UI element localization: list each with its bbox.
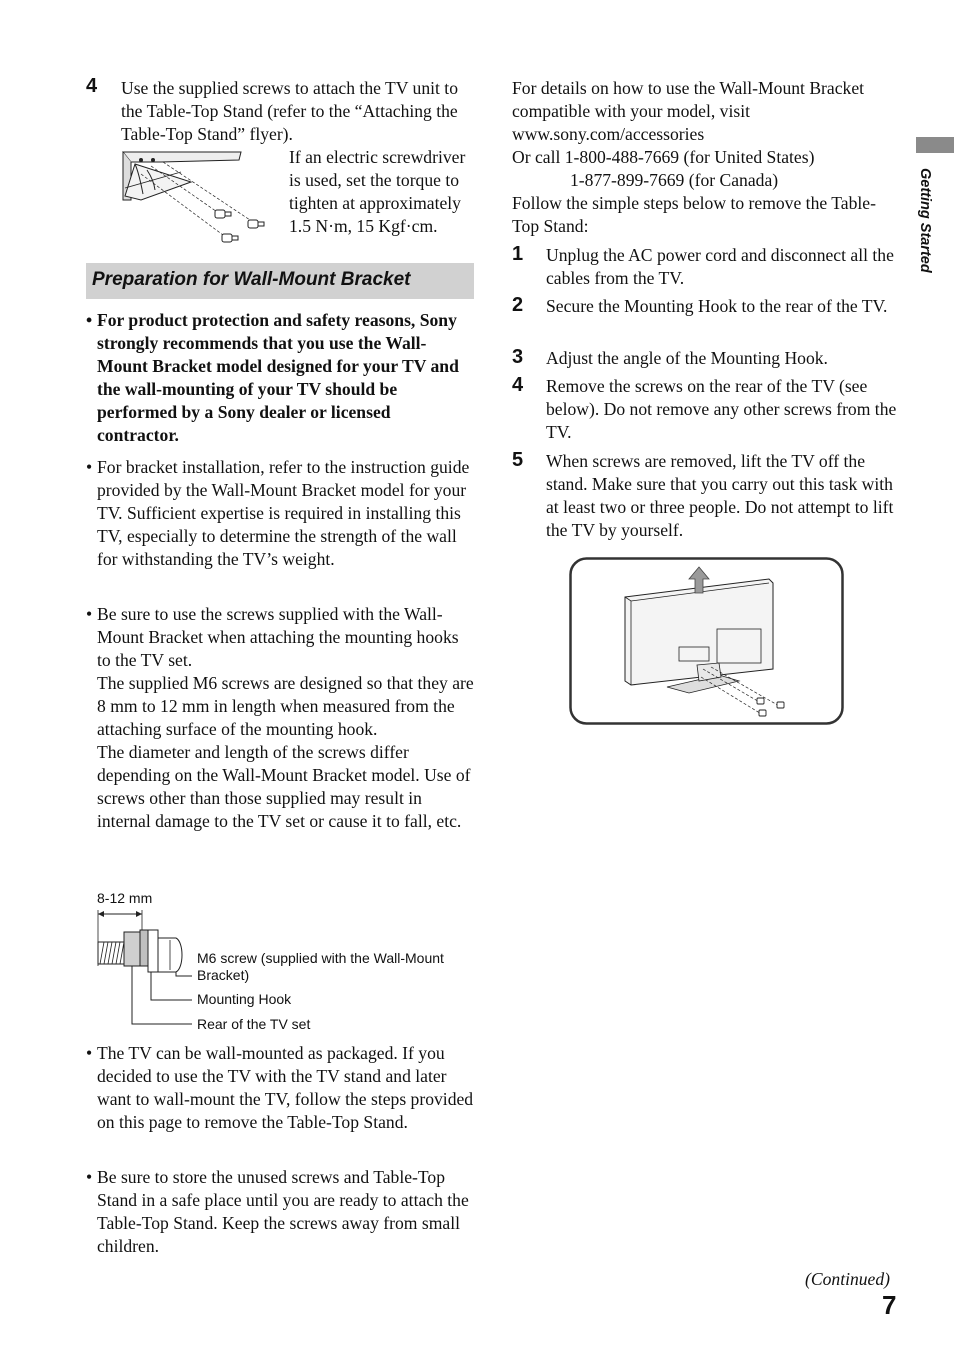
step-3-text: Adjust the angle of the Mounting Hook. (546, 348, 828, 368)
bullet-dot: • (86, 310, 93, 330)
step-5-number: 5 (512, 449, 524, 471)
continued-label: (Continued) (805, 1269, 891, 1289)
bullet-dot: • (86, 1167, 93, 1187)
intro-call-canada: 1-877-899-7669 (for Canada) (570, 170, 779, 190)
label-m6-screw-line1: M6 screw (supplied with the Wall-Mount (197, 950, 444, 966)
bullet-text: Be sure to store the unused screws and Table-Top Stand in a safe place until you are ready to attach the Table-Top Stand. Keep the screws away from small children. (97, 1167, 469, 1256)
bullet-installation (86, 456, 476, 571)
step-5-text: When screws are removed, lift the TV off the stand. Make sure that you carry out this task with at least two or three people. Do not attempt to lift the TV by yourself. (546, 451, 894, 540)
step-1-number: 1 (512, 243, 524, 265)
label-mounting-hook: Mounting Hook (197, 991, 292, 1007)
step-2-text: Secure the Mounting Hook to the rear of the TV. (546, 296, 888, 316)
bullet-text: For product protection and safety reasons, Sony strongly recommends that you use the Wall-Mount Bracket model designed for your TV and the wall-mounting of your TV should be performed by a Sony dealer or licensed contractor. (97, 310, 459, 445)
bullet-text: The TV can be wall-mounted as packaged. If you decided to use the TV with the TV stand and later want to wall-mount the TV, follow the steps provided on this page to remove the Table-Top Stand. (97, 1043, 474, 1132)
step-4-text-right: Remove the screws on the rear of the TV (see below). Do not remove any other screws from the TV. (546, 376, 897, 442)
bullet-safety (86, 309, 476, 447)
label-rear-tv: Rear of the TV set (197, 1016, 311, 1032)
step-2-number: 2 (512, 294, 524, 316)
side-tab-marker (916, 137, 954, 153)
m6-screw-diagram (96, 906, 196, 1032)
bullet-screws (86, 603, 476, 833)
step-4-number-right: 4 (512, 374, 524, 396)
bullet-dot: • (86, 1043, 93, 1063)
intro-follow-steps: Follow the simple steps below to remove the Table-Top Stand: (512, 193, 876, 236)
step-3-number: 3 (512, 346, 524, 368)
section-title: Preparation for Wall-Mount Bracket (92, 269, 411, 290)
dimension-label: 8-12 mm (97, 890, 153, 906)
bullet-wall-mount-packaged (86, 1042, 476, 1134)
torque-note: If an electric screwdriver is used, set the torque to tighten at approximately 1.5 N·m, 15 Kgf·cm. (289, 147, 466, 236)
bullet-text-para3: The diameter and length of the screws differ depending on the Wall-Mount Bracket model. Use of screws other than those supplied may result in internal damage to the TV set or cause it to fall, etc. (97, 742, 471, 831)
bullet-text: Be sure to use the screws supplied with the Wall-Mount Bracket when attaching the mounting hooks to the TV set. (97, 604, 459, 670)
intro-call-us: Or call 1-800-488-7669 (for United States) (512, 147, 815, 167)
bullet-dot: • (86, 457, 93, 477)
step-4-number: 4 (86, 75, 98, 97)
step-4-text: Use the supplied screws to attach the TV unit to the Table-Top Stand (refer to the “Attaching the Table-Top Stand” flyer). (121, 78, 458, 144)
section-header (86, 263, 474, 299)
tv-removal-illustration (569, 557, 844, 725)
side-tab-label: Getting Started (917, 168, 933, 273)
label-m6-screw-line2: Bracket) (197, 967, 250, 983)
page-number: 7 (882, 1290, 897, 1320)
bullet-store-screws (86, 1166, 476, 1258)
bullet-dot: • (86, 604, 93, 624)
bullet-text-para2: The supplied M6 screws are designed so that they are 8 mm to 12 mm in length when measured from the attaching surface of the mounting hook. (97, 673, 474, 739)
step-1-text: Unplug the AC power cord and disconnect all the cables from the TV. (546, 245, 894, 288)
bullet-text: For bracket installation, refer to the instruction guide provided by the Wall-Mount Bracket model for your TV. Sufficient expertise is required in installing this TV, especially to determine the strength of the wall for withstanding the TV’s weight. (97, 457, 470, 569)
stand-screw-illustration (121, 148, 271, 248)
intro-details: For details on how to use the Wall-Mount Bracket compatible with your model, visit www.sony.com/accessories (512, 78, 865, 144)
